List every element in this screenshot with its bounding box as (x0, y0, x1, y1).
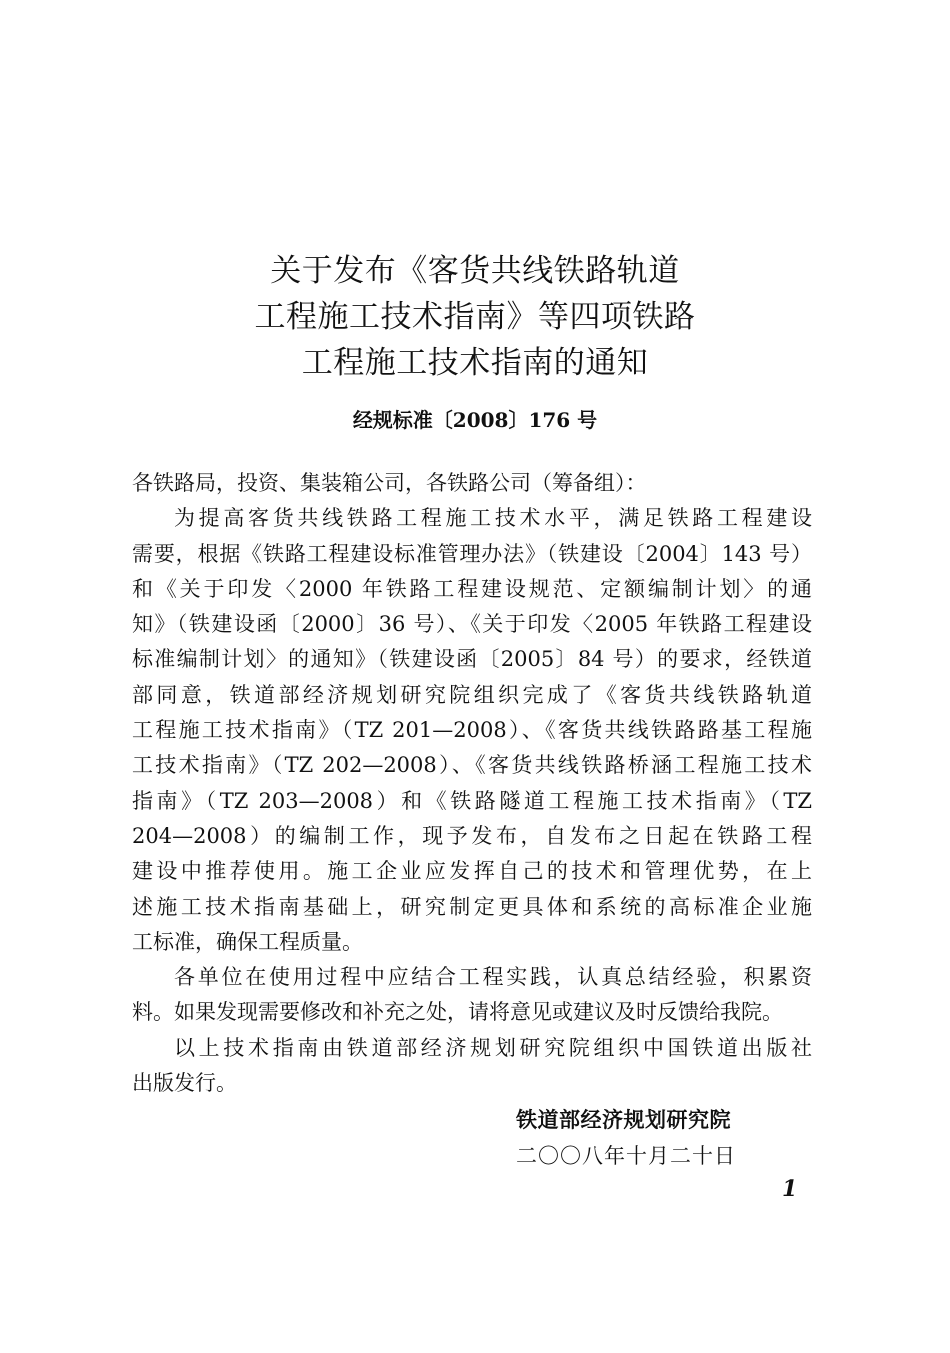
paragraph-1-line: 部同意，铁道部经济规划研究院组织完成了《客货共线铁路轨道 (132, 682, 812, 707)
paragraph-2-line: 料。如果发现需要修改和补充之处，请将意见或建议及时反馈给我院。 (132, 1000, 783, 1025)
paragraph-1-line: 为提高客货共线铁路工程施工技术水平，满足铁路工程建设 (174, 506, 812, 531)
issue-date: 二〇〇八年十月二十日 (516, 1144, 736, 1168)
paragraph-1-line: 述施工技术指南基础上，研究制定更具体和系统的高标准企业施 (132, 894, 812, 919)
title-line-2: 工程施工技术指南》等四项铁路 (254, 299, 696, 335)
title-line-3: 工程施工技术指南的通知 (301, 345, 649, 381)
title-line-1: 关于发布《客货共线铁路轨道 (270, 253, 680, 289)
paragraph-3-line: 以上技术指南由铁道部经济规划研究院组织中国铁道出版社 (174, 1035, 812, 1060)
signature-block (516, 1102, 736, 1174)
paragraph-1-line: 知》（铁建设函〔2000〕36 号）、《关于印发〈2005 年铁路工程建设 (132, 612, 812, 637)
notice-title (0, 248, 950, 386)
paragraph-1-line: 标准编制计划〉的通知》（铁建设函〔2005〕84 号）的要求，经铁道 (132, 647, 812, 672)
paragraph-1-line: 建设中推荐使用。施工企业应发挥自己的技术和管理优势，在上 (132, 859, 812, 884)
paragraph-1-line: 需要，根据《铁路工程建设标准管理办法》（铁建设〔2004〕143 号） (132, 541, 812, 566)
page-number: 1 (782, 1176, 798, 1202)
paragraph-1-line: 204—2008）的编制工作，现予发布，自发布之日起在铁路工程 (132, 823, 812, 848)
paragraph-3-line: 出版发行。 (132, 1071, 237, 1096)
paragraph-1-line: 和《关于印发〈2000 年铁路工程建设规范、定额编制计划〉的通 (132, 576, 812, 601)
paragraph-2-line: 各单位在使用过程中应结合工程实践，认真总结经验，积累资 (174, 965, 812, 990)
issuing-organization: 铁道部经济规划研究院 (516, 1107, 731, 1132)
paragraph-1-line: 指南》（TZ 203—2008）和《铁路隧道工程施工技术指南》（TZ (132, 788, 812, 813)
notice-body (132, 466, 812, 1101)
paragraph-1-line: 工技术指南》（TZ 202—2008）、《客货共线铁路桥涵工程施工技术 (132, 753, 812, 778)
paragraph-1-line: 工标准，确保工程质量。 (132, 929, 363, 954)
paragraph-1-line: 工程施工技术指南》（TZ 201—2008）、《客货共线铁路路基工程施 (132, 718, 812, 743)
addressee-line: 各铁路局，投资、集装箱公司，各铁路公司（筹备组）： (132, 471, 647, 495)
document-number: 经规标准〔2008〕176 号 (352, 408, 598, 432)
